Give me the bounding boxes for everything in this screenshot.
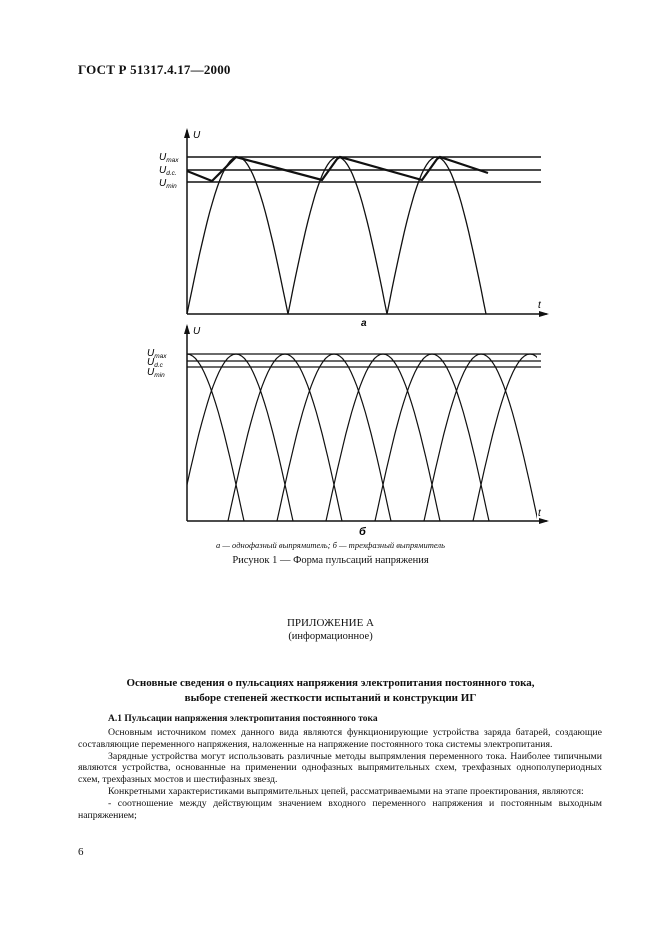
- top-halfwave-1: [187, 157, 288, 314]
- document-header: ГОСТ Р 51317.4.17—2000: [78, 62, 231, 77]
- top-y-axis-label: U: [193, 130, 201, 141]
- bottom-phase-arcs: [130, 354, 587, 521]
- bottom-phase-arc-4: [277, 354, 391, 521]
- paragraph: - соотношение между действующим значением входного переменного напряжения и постоянным выходным напряжением;: [78, 797, 602, 821]
- top-x-axis-label: t: [538, 300, 541, 311]
- body-text: [78, 727, 602, 821]
- top-y-arrow: [184, 128, 190, 138]
- page-number: 6: [78, 846, 84, 858]
- appendix-heading-line1: Основные сведения о пульсациях напряжения электропитания постоянного тока,: [126, 677, 535, 689]
- bottom-y-axis-label: U: [193, 326, 201, 337]
- appendix-heading-line2: выборе степеней жесткости испытаний и конструкции ИГ: [184, 692, 477, 704]
- figure-legend: а — однофазный выпрямитель; б — трехфазный выпрямитель: [216, 540, 445, 550]
- top-chart: [184, 128, 549, 317]
- top-halfwave-2: [288, 157, 387, 314]
- bottom-panel-letter: б: [359, 526, 366, 538]
- bottom-x-axis-label: t: [538, 508, 541, 519]
- paragraph: Зарядные устройства могут использовать различные методы выпрямления переменного тока. Наиболее типичными являются устройства, основанные на применении однофазных выпрямительных схем, трехфазных однополупериодных схем, трехфазных мостов и шестифазных звезд.: [78, 750, 602, 786]
- appendix-heading: [60, 676, 601, 706]
- top-panel-letter: a: [361, 318, 367, 329]
- bottom-umax-label: $U_{max}$: [147, 348, 167, 360]
- top-umax-label: $U_{max}$: [159, 152, 179, 164]
- subsection-title: А.1 Пульсации напряжения электропитания постоянного тока: [108, 714, 378, 724]
- bottom-phase-arc-2: [179, 354, 293, 521]
- paragraph: Конкретными характеристиками выпрямительных цепей, рассматриваемыми на этапе проектирования, являются:: [108, 785, 584, 797]
- bottom-phase-arc-6: [375, 354, 489, 521]
- bottom-phase-arc-5: [326, 354, 440, 521]
- bottom-umin-label: $U_{min}$: [147, 367, 165, 379]
- bottom-phase-arc-8: [473, 354, 587, 521]
- appendix-title: ПРИЛОЖЕНИЕ А: [286, 617, 374, 629]
- top-udc-label: $U_{d.c.}$: [159, 165, 177, 177]
- top-umin-label: $U_{min}$: [159, 178, 177, 190]
- bottom-y-arrow: [184, 324, 190, 334]
- appendix-subtitle: (информационное): [288, 631, 373, 642]
- top-halfwave-arcs: [187, 157, 486, 314]
- paragraph: Основным источником помех данного вида являются функционирующие устройства заряда батарей, создающие составляющие переменного напряжения, наложенные на напряжение постоянного тока системы электропитания.: [78, 727, 602, 750]
- bottom-phase-arc-7: [424, 354, 538, 521]
- top-x-arrow: [539, 311, 549, 317]
- figure-caption: Рисунок 1 — Форма пульсаций напряжения: [232, 555, 429, 566]
- bottom-phase-arc-3: [228, 354, 342, 521]
- bottom-udc-label: $U_{d.c}$: [147, 357, 163, 369]
- bottom-chart: [130, 324, 587, 524]
- top-halfwave-3: [387, 157, 486, 314]
